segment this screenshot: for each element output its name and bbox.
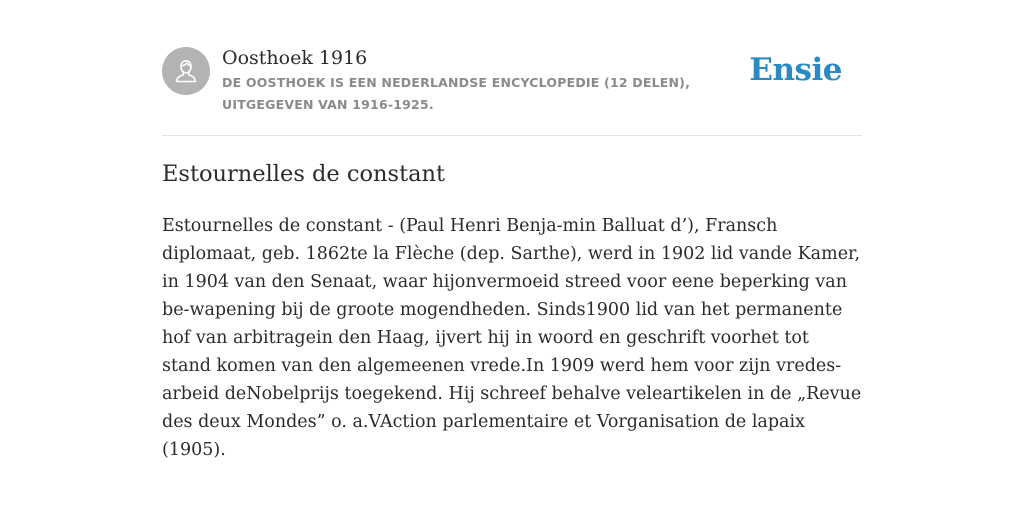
article-body: Estournelles de constant - (Paul Henri Benja-min Balluat d’), Fransch diplomaat, geb. 1862te la Flèche (dep. Sarthe), werd in 1902 lid vande Kamer, in 1904 van den Senaat, waar hijonvermoeid streed voor eene beperking van be-wapening bij de groote mogendheden. Sinds1900 lid van het permanente hof van arbitragein den Haag, ijvert hij in woord en geschrift voorhet tot stand komen van den algemeenen vrede.In 1909 werd hem voor zijn vredes-arbeid deNobelprijs toegekend. Hij schreef behalve veleartikelen in de „Revue des deux Mondes” o. a.VAction parlementaire et Vorganisation de lapaix (1905). xyxy=(162,216,862,460)
user-outline-icon xyxy=(172,57,200,85)
source-title[interactable]: Oosthoek 1916 xyxy=(222,47,368,69)
article-title: Estournelles de constant xyxy=(162,161,446,187)
source-description: DE OOSTHOEK IS EEN NEDERLANDSE ENCYCLOPEDIE (12 DELEN), UITGEGEVEN VAN 1916-1925. xyxy=(222,75,691,112)
brand-logo-link[interactable]: Ensie xyxy=(749,52,842,88)
source-header xyxy=(162,0,862,136)
article-card xyxy=(162,0,862,460)
source-avatar[interactable] xyxy=(162,47,210,95)
